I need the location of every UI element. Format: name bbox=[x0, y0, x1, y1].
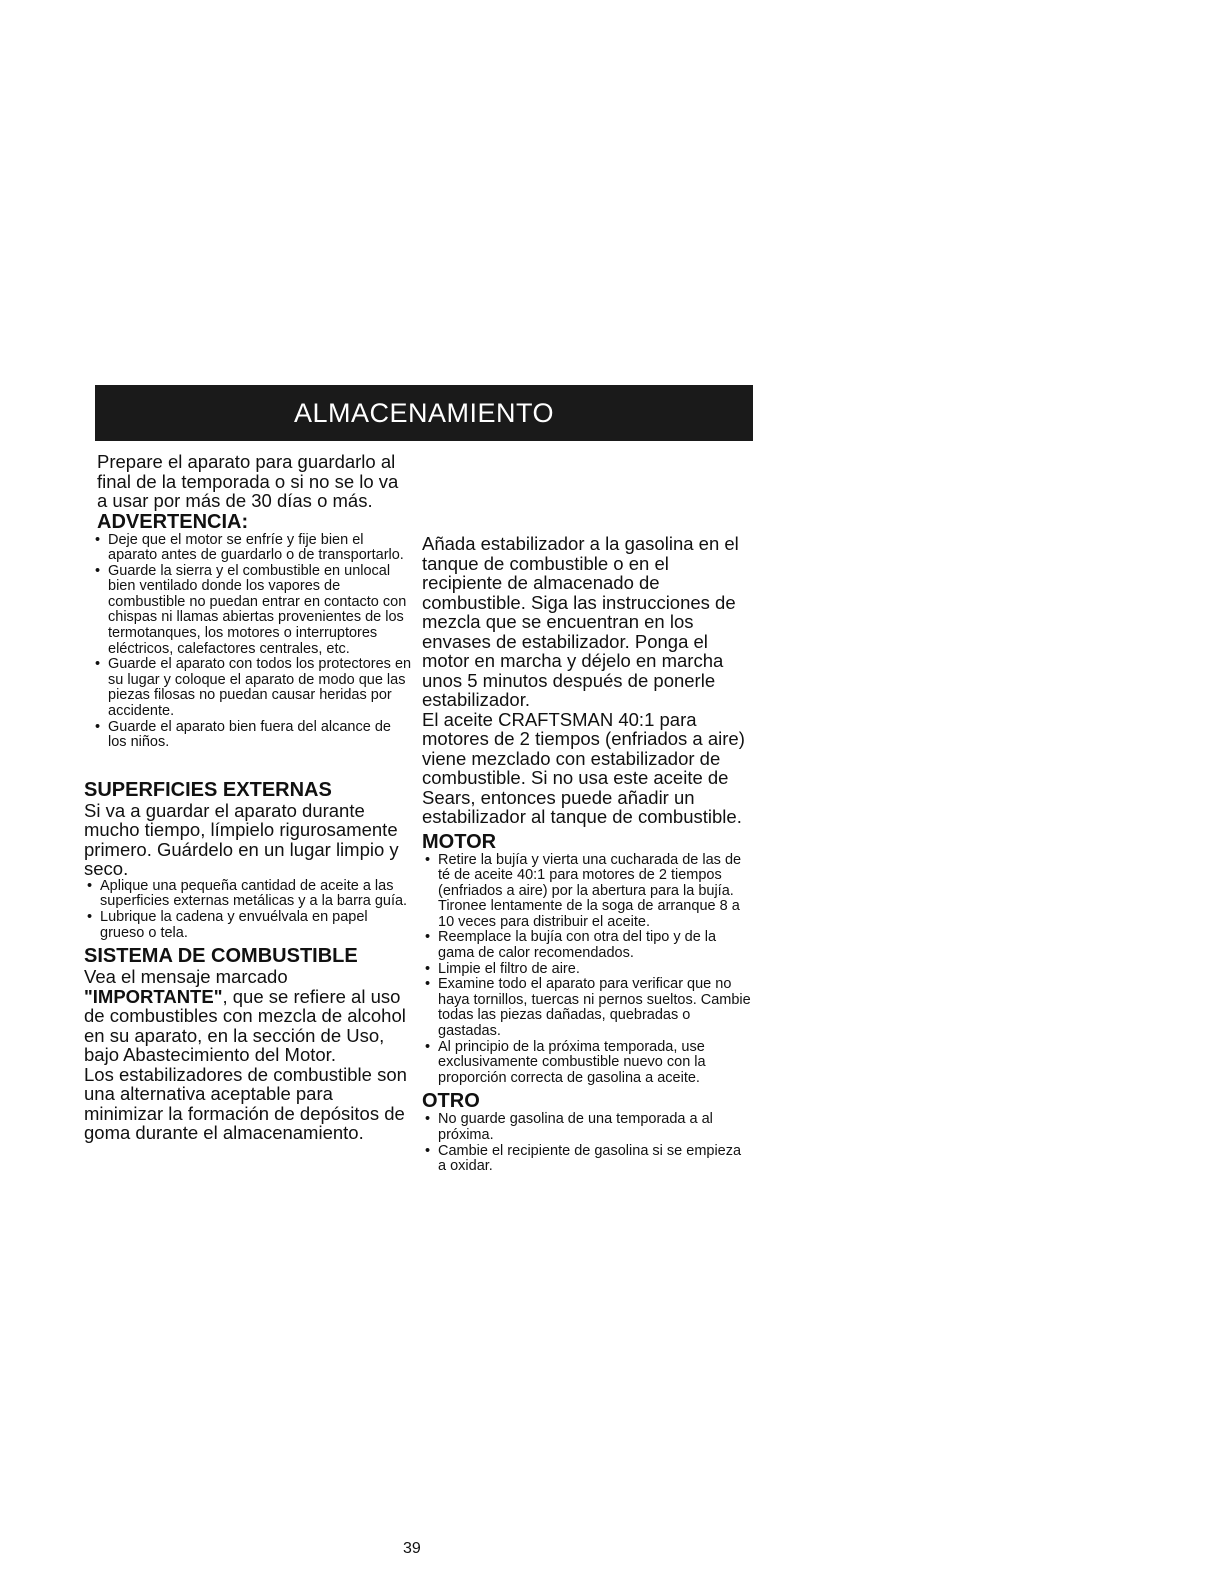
combustible-text-1c: , que se refiere al uso de combustibles con mezcla de alcohol en su aparato, en la sección de Uso, bajo Abastecimiento del Motor. bbox=[84, 985, 406, 1066]
list-item: • Retire la bujía y vierta una cucharada de las de té de aceite 40:1 para motores de 2 tiempos (enfriados a aire) por la abertura para la bujía. Tironee lentamente de la soga de arranque 8 a 10 veces para distribuir el aceite. bbox=[422, 853, 752, 931]
right-column bbox=[422, 534, 752, 1175]
list-item: • Limpie el filtro de aire. bbox=[422, 962, 752, 978]
list-item: • Guarde la sierra y el combustible en unlocal bien ventilado donde los vapores de combustible no puedan entrar en contacto con chispas ni llamas abiertas provenientes de los termotanques, los motores o interruptores eléctricos, calefactores centrales, etc. bbox=[92, 564, 412, 658]
section-title: ALMACENAMIENTO bbox=[293, 397, 555, 428]
left-column bbox=[84, 452, 412, 1143]
list-item: • Guarde el aparato con todos los protectores en su lugar y coloque el aparato de modo que las piezas filosas no puedan causar heridas por accidente. bbox=[92, 657, 412, 719]
otro-heading: OTRO bbox=[422, 1090, 480, 1113]
section-title-bar bbox=[95, 385, 753, 441]
list-item: • Cambie el recipiente de gasolina si se empieza a oxidar. bbox=[422, 1144, 752, 1175]
list-item: • Al principio de la próxima temporada, use exclusivamente combustible nuevo con la proporción correcta de gasolina a aceite. bbox=[422, 1040, 752, 1087]
estabilizador-paragraph: Añada estabilizador a la gasolina en el tanque de combustible o en el recipiente de almacenado de combustible. Siga las instrucciones de mezcla que se encuentran en los envases de estabilizador. Ponga el motor en marcha y déjelo en marcha unos 5 minutos después de ponerle estabilizador. bbox=[422, 533, 739, 710]
list-item: • Deje que el motor se enfríe y fije bien el aparato antes de guardarlo o de transportarlo. bbox=[92, 533, 412, 564]
superficies-heading: SUPERFICIES EXTERNAS bbox=[84, 778, 332, 801]
advertencia-list bbox=[84, 533, 412, 751]
combustible-heading: SISTEMA DE COMBUSTIBLE bbox=[84, 945, 358, 968]
list-item: • No guarde gasolina de una temporada a al próxima. bbox=[422, 1112, 752, 1143]
importante-label: "IMPORTANTE" bbox=[84, 985, 223, 1007]
aceite-paragraph: El aceite CRAFTSMAN 40:1 para motores de 2 tiempos (enfriados a aire) viene mezclado con estabilizador de combustible. Si no usa este aceite de Sears, entonces puede añadir un estabilizador al tanque de combustible. bbox=[422, 708, 745, 827]
intro-paragraph: Prepare el aparato para guardarlo al final de la temporada o si no se lo va a usar por más de 30 días o más. bbox=[97, 451, 399, 511]
list-item: • Reemplace la bujía con otra del tipo y de la gama de calor recomendados. bbox=[422, 930, 752, 961]
list-item: • Aplique una pequeña cantidad de aceite a las superficies externas metálicas y a la barra guía. bbox=[84, 879, 412, 910]
otro-list bbox=[422, 1112, 752, 1174]
combustible-text-1a: Vea el mensaje marcado bbox=[84, 966, 288, 988]
page-number: 39 bbox=[403, 1540, 421, 1557]
list-item: • Lubrique la cadena y envuélvala en papel grueso o tela. bbox=[84, 910, 412, 941]
superficies-list bbox=[84, 879, 412, 941]
motor-list bbox=[422, 853, 752, 1087]
list-item: • Examine todo el aparato para verificar que no haya tornillos, tuercas ni pernos sueltos. Cambie todas las piezas dañadas, quebradas o gastadas. bbox=[422, 977, 752, 1039]
combustible-paragraph-1 bbox=[84, 967, 412, 1065]
list-item: • Guarde el aparato bien fuera del alcance de los niños. bbox=[92, 720, 412, 751]
advertencia-heading: ADVERTENCIA: bbox=[97, 510, 249, 533]
superficies-paragraph: Si va a guardar el aparato durante mucho tiempo, límpielo rigurosamente primero. Guárdelo en un lugar limpio y seco. bbox=[84, 799, 399, 880]
combustible-paragraph-2: Los estabilizadores de combustible son una alternativa aceptable para minimizar la formación de depósitos de goma durante el almacenamiento. bbox=[84, 1063, 407, 1144]
motor-heading: MOTOR bbox=[422, 830, 497, 853]
